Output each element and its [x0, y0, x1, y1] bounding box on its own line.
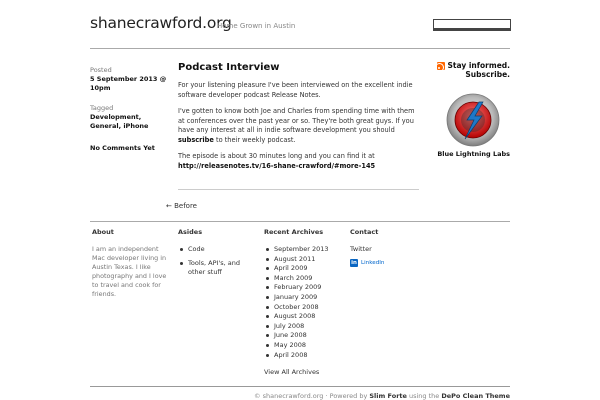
subscribe-link[interactable]: subscribe	[178, 135, 214, 144]
footer-archives	[264, 228, 344, 376]
asides-title: Asides	[178, 228, 203, 236]
blue-lightning-labs-logo[interactable]	[446, 93, 500, 147]
archive-item[interactable]	[264, 303, 344, 313]
linkedin-link[interactable]	[350, 259, 420, 267]
view-all-archives-link[interactable]: View All Archives	[264, 368, 320, 377]
archive-link[interactable]: September 2013	[274, 245, 329, 253]
tagged-label: Tagged	[90, 104, 114, 113]
header-divider	[90, 48, 510, 49]
post-title-link[interactable]: Podcast Interview	[178, 62, 280, 73]
archives-list	[264, 245, 344, 360]
archive-link[interactable]: April 2008	[274, 350, 308, 359]
asides-link-code[interactable]: Code	[188, 245, 205, 253]
footer-bottom-divider	[90, 386, 510, 387]
archive-link[interactable]: February 2009	[274, 283, 322, 292]
asides-item[interactable]	[178, 245, 258, 254]
archive-link[interactable]: June 2008	[274, 331, 307, 340]
credit-text-b: using the	[406, 392, 442, 400]
post-meta	[90, 66, 170, 152]
footer-asides	[178, 228, 258, 282]
subscribe-row[interactable]	[436, 61, 510, 80]
linkedin-label[interactable]: LinkedIn	[361, 260, 385, 266]
site-tagline: Home Grown in Austin	[217, 22, 296, 30]
footer-credit	[254, 392, 510, 400]
before-link[interactable]: ← Before	[166, 202, 197, 210]
archive-item[interactable]	[264, 274, 344, 284]
archive-item[interactable]	[264, 264, 344, 274]
stay-informed-text[interactable]: Stay informed.	[447, 61, 510, 70]
subscribe-text[interactable]: Subscribe.	[465, 70, 510, 80]
release-notes-link[interactable]: http://releasenotes.tv/16-shane-crawford/#more-145	[178, 161, 376, 170]
archive-link[interactable]: August 2008	[274, 312, 316, 321]
comments-link[interactable]: No Comments Yet	[90, 143, 155, 152]
archive-link[interactable]: August 2011	[274, 254, 316, 263]
archive-link[interactable]: October 2008	[274, 302, 319, 311]
post-paragraph-2-text-b: to their weekly podcast.	[213, 135, 296, 144]
credit-text-a: © shanecrawford.org · Powered by	[254, 392, 370, 400]
posted-date: 5 September 2013 @ 10pm	[90, 74, 167, 92]
footer-about	[92, 228, 168, 299]
archives-title: Recent Archives	[264, 228, 324, 236]
archive-item[interactable]	[264, 341, 344, 351]
post-paragraph-2-text-a: I've gotten to know both Joe and Charles from spending time with them at conferences over the past year or so. They're both great guys. If you have any interest at all in indie software development you should	[178, 107, 415, 135]
post-divider	[178, 189, 419, 190]
credit-link-theme[interactable]: DePo Clean Theme	[441, 392, 510, 400]
linkedin-icon[interactable]: in	[351, 260, 357, 266]
archive-link[interactable]: July 2008	[274, 321, 305, 330]
post-paragraph-1: For your listening pleasure I've been interviewed on the excellent indie software developer podcast Release Notes.	[178, 81, 413, 99]
post-tags-links[interactable]: Development, General, iPhone	[90, 113, 149, 130]
footer-divider	[90, 221, 510, 222]
archive-item[interactable]	[264, 351, 344, 361]
archive-link[interactable]: January 2009	[274, 293, 318, 302]
asides-link-tools[interactable]: Tools, API's, and other stuff	[188, 259, 240, 277]
site-title-link[interactable]: shanecrawford.org	[90, 14, 232, 32]
post-paragraph-2	[178, 107, 420, 145]
post-article	[178, 62, 420, 178]
credit-link-slim-forte[interactable]: Slim Forte	[369, 392, 407, 400]
contact-title: Contact	[350, 228, 379, 236]
post-paragraph-3-text: The episode is about 30 minutes long and you can find it at	[178, 152, 375, 161]
search-input[interactable]	[433, 19, 511, 31]
archive-item[interactable]	[264, 331, 344, 341]
archive-item[interactable]	[264, 322, 344, 332]
rss-icon[interactable]	[437, 62, 445, 70]
archive-item[interactable]	[264, 283, 344, 293]
archive-item[interactable]	[264, 255, 344, 265]
asides-list	[178, 245, 258, 277]
subscribe-box	[436, 61, 510, 80]
lightning-logo-icon	[446, 93, 500, 147]
about-text: I am an independent Mac developer living in Austin Texas. I like photography and I love to travel and cook for friends.	[92, 245, 167, 298]
archive-link[interactable]: April 2009	[274, 264, 308, 273]
archive-link[interactable]: March 2009	[274, 273, 313, 282]
twitter-link[interactable]: Twitter	[350, 245, 372, 253]
footer-contact	[350, 228, 420, 267]
archive-link[interactable]: May 2008	[274, 341, 307, 350]
about-title: About	[92, 228, 114, 236]
logo-caption[interactable]: Blue Lightning Labs	[437, 150, 510, 158]
archive-item[interactable]	[264, 245, 344, 255]
archive-item[interactable]	[264, 293, 344, 303]
asides-item[interactable]	[178, 259, 258, 277]
post-paragraph-3	[178, 152, 420, 171]
archive-item[interactable]	[264, 312, 344, 322]
site-header	[90, 14, 510, 38]
posted-label: Posted	[90, 66, 112, 74]
